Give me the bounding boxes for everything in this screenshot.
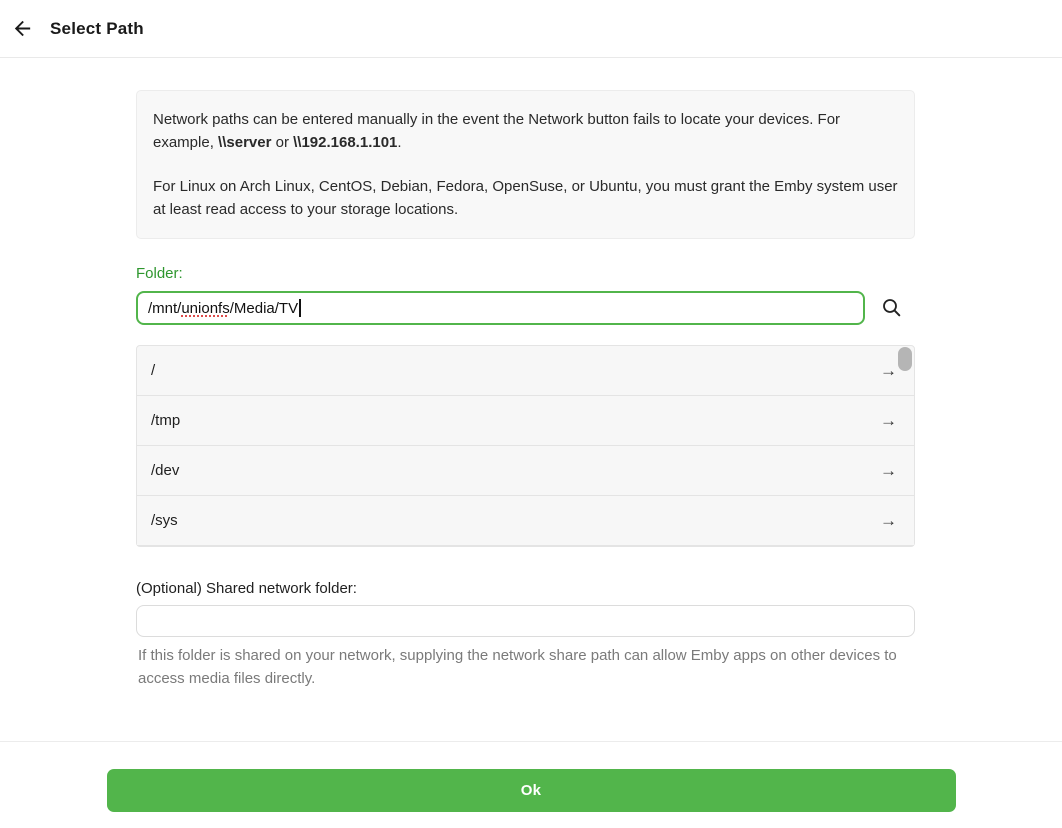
ok-button[interactable]: Ok [107, 769, 956, 812]
scrollbar-thumb[interactable] [898, 347, 912, 371]
info-text: or [271, 134, 294, 151]
shared-network-folder-label: (Optional) Shared network folder: [136, 580, 357, 597]
info-paragraph-2: For Linux on Arch Linux, CentOS, Debian, Fedora, OpenSuse, or Ubuntu, you must grant the Emby system user at least read access to your storage locations. [153, 178, 898, 218]
arrow-back-icon [11, 17, 34, 40]
info-box [136, 90, 915, 239]
text-cursor [299, 299, 301, 317]
folder-path-text: /Media/TV [229, 299, 299, 317]
info-text: . [397, 134, 402, 151]
folder-input-row [136, 291, 915, 325]
folder-label: Folder: [136, 265, 183, 282]
directory-list [136, 345, 915, 547]
shared-network-folder-help-text: If this folder is shared on your network, supplying the network share path can allow Emby apps on other devices to access media files directly. [138, 647, 897, 687]
network-search-button[interactable] [878, 294, 906, 322]
arrow-forward-icon: → [880, 361, 897, 380]
search-icon [880, 296, 904, 320]
directory-item-label: /tmp [151, 412, 181, 429]
directory-item-root[interactable] [137, 346, 914, 396]
shared-network-folder-input[interactable] [136, 605, 915, 637]
directory-item-label: /sys [151, 512, 178, 529]
header [0, 0, 1062, 58]
directory-item-dev[interactable] [137, 446, 914, 496]
folder-path-misspelled-text: unionfs [181, 299, 230, 317]
folder-path-text: /mnt/ [148, 299, 182, 317]
arrow-forward-icon: → [880, 511, 897, 530]
example-ip-path: \\192.168.1.101 [293, 134, 398, 151]
folder-section [136, 265, 915, 325]
back-button[interactable] [9, 16, 35, 42]
arrow-forward-icon: → [880, 461, 897, 480]
arrow-forward-icon: → [880, 411, 897, 430]
main-content [136, 90, 915, 690]
directory-item-tmp[interactable] [137, 396, 914, 446]
info-text: Network paths can be entered manually in the event the Network button fails to locate your devices. For example, [153, 111, 841, 151]
page-title: Select Path [50, 18, 144, 38]
shared-network-folder-section [136, 580, 915, 690]
info-paragraph-1 [153, 108, 898, 154]
footer [0, 741, 1062, 812]
directory-item-sys[interactable] [137, 496, 914, 546]
directory-item-label: /dev [151, 462, 180, 479]
folder-path-input[interactable] [136, 291, 865, 325]
example-server-path: \\server [218, 134, 272, 151]
directory-item-label: / [151, 362, 156, 379]
